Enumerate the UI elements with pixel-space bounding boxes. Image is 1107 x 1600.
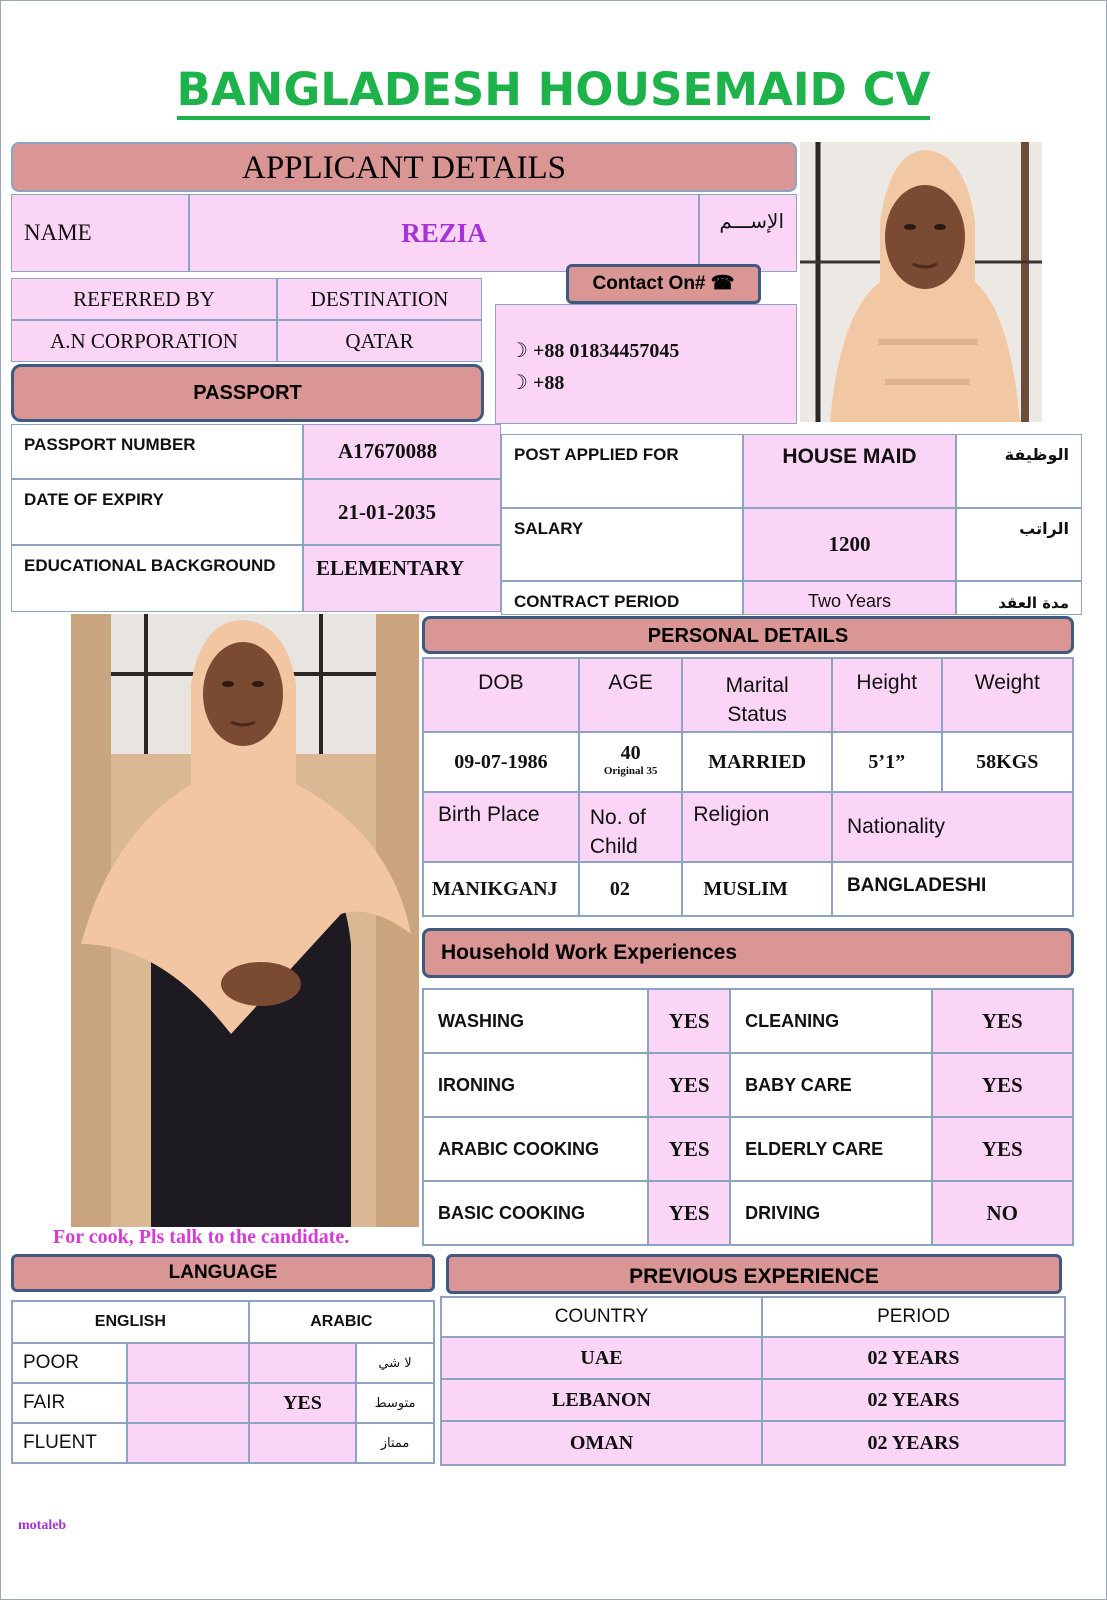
portrait-illustration [800,142,1042,422]
referred-by-value: A.N CORPORATION [11,320,277,362]
post-value: HOUSE MAID [743,434,956,508]
religion-value: MUSLIM [682,862,832,916]
age-note: Original 35 [603,765,658,777]
contract-arabic-label: مدة العقد [956,581,1082,615]
household-value-b: YES [932,1117,1073,1181]
dob-value: 09-07-1986 [423,732,579,792]
previous-header-row [441,1297,1065,1337]
language-arabic-value [249,1343,356,1383]
language-level: FAIR [12,1383,127,1423]
contact-header [566,264,761,304]
cv-title [0,62,1107,118]
household-task-a: IRONING [423,1053,648,1117]
applicant-photo-portrait [800,142,1042,422]
children-label: No. of Child [579,792,683,862]
footer-signature: motaleb [18,1518,67,1533]
phone-1-text: +88 01834457045 [532,340,680,362]
cook-note: For cook, Pls talk to the candidate. [53,1226,350,1248]
language-english-label: ENGLISH [12,1301,249,1343]
name-value: REZIA [189,194,699,272]
phone-2 [510,367,782,399]
contact-header-text: Contact On# [592,273,706,294]
passport-number-label: PASSPORT NUMBER [11,424,303,479]
household-task-a: WASHING [423,989,648,1053]
previous-experience-table [440,1296,1066,1466]
previous-period: 02 YEARS [762,1379,1065,1421]
height-value: 5’1” [832,732,942,792]
salary-label: SALARY [501,508,743,581]
age-value: 40 [620,742,641,764]
household-task-a: ARABIC COOKING [423,1117,648,1181]
phone-1-icon: ☽ [510,340,533,362]
household-header: Household Work Experiences [422,928,1074,978]
phone-1 [510,335,782,367]
salary-arabic-label: الراتب [956,508,1082,581]
household-task-b: BABY CARE [730,1053,931,1117]
household-value-b: YES [932,989,1073,1053]
household-value-a: YES [648,1053,730,1117]
personal-values-row-2 [423,862,1073,916]
previous-row [441,1337,1065,1379]
phone-icon: ☎ [710,273,735,294]
contact-box [495,304,797,424]
previous-experience-header: PREVIOUS EXPERIENCE [446,1254,1062,1294]
household-value-a: YES [648,1117,730,1181]
contract-value: Two Years [743,581,956,615]
household-table-body [423,989,1073,1245]
contract-label: CONTRACT PERIOD [501,581,743,615]
expiry-value: 21-01-2035 [303,479,501,545]
phone-2-icon: ☽ [510,372,533,394]
language-arabic-label: ARABIC [249,1301,434,1343]
previous-country: UAE [441,1337,762,1379]
religion-label: Religion [682,792,832,862]
language-english-value [127,1383,249,1423]
previous-country: LEBANON [441,1379,762,1421]
destination-value: QATAR [277,320,482,362]
household-value-b: YES [932,1053,1073,1117]
nationality-value: BANGLADESHI [832,862,1073,916]
household-task-b: DRIVING [730,1181,931,1245]
personal-header-row-2 [423,792,1073,862]
previous-period: 02 YEARS [762,1337,1065,1379]
household-task-b: CLEANING [730,989,931,1053]
phone-2-text: +88 [532,372,565,394]
personal-details-header: PERSONAL DETAILS [422,616,1074,654]
previous-period: 02 YEARS [762,1421,1065,1465]
nationality-label: Nationality [832,792,1073,862]
language-table [11,1300,435,1464]
household-value-a: YES [648,1181,730,1245]
name-arabic-label: الإســـم [699,194,797,272]
referred-by-label: REFERRED BY [11,278,277,320]
post-arabic-label: الوظيفة [956,434,1082,508]
applicant-details-header: APPLICANT DETAILS [11,142,797,192]
language-english-value [127,1343,249,1383]
birthplace-label: Birth Place [423,792,579,862]
household-row [423,1117,1073,1181]
personal-details-table [422,657,1074,917]
name-label: NAME [11,194,189,272]
language-row [12,1343,434,1383]
previous-row [441,1379,1065,1421]
language-header: LANGUAGE [11,1254,435,1292]
household-task-b: ELDERLY CARE [730,1117,931,1181]
education-label: EDUCATIONAL BACKGROUND [11,545,303,612]
passport-header: PASSPORT [11,364,484,422]
previous-row [441,1421,1065,1465]
birthplace-value: MANIKGANJ [423,862,579,916]
household-value-a: YES [648,989,730,1053]
language-arabic-level-label: لا شي [356,1343,434,1383]
language-row [12,1423,434,1463]
language-level: FLUENT [12,1423,127,1463]
language-row [12,1383,434,1423]
personal-values-row [423,732,1073,792]
cv-title-text: BANGLADESH HOUSEMAID CV [177,63,931,120]
period-label: PERIOD [762,1297,1065,1337]
household-row [423,989,1073,1053]
language-header-row [12,1301,434,1343]
marital-value: MARRIED [682,732,832,792]
full-body-illustration [71,614,419,1227]
language-arabic-level-label: ممتاز [356,1423,434,1463]
country-label: COUNTRY [441,1297,762,1337]
applicant-photo-full [71,614,419,1227]
education-value: ELEMENTARY [303,545,501,612]
personal-header-row [423,658,1073,732]
height-label: Height [832,658,942,732]
household-value-b: NO [932,1181,1073,1245]
children-value: 02 [579,862,683,916]
post-label: POST APPLIED FOR [501,434,743,508]
language-level: POOR [12,1343,127,1383]
marital-label: Marital Status [682,658,832,732]
language-english-value [127,1423,249,1463]
language-arabic-level-label: متوسط [356,1383,434,1423]
destination-label: DESTINATION [277,278,482,320]
age-cell [579,732,683,792]
weight-label: Weight [942,658,1073,732]
household-table [422,988,1074,1246]
passport-number-value: A17670088 [303,424,501,479]
previous-country: OMAN [441,1421,762,1465]
household-row [423,1053,1073,1117]
language-arabic-value [249,1423,356,1463]
age-label: AGE [579,658,683,732]
dob-label: DOB [423,658,579,732]
household-task-a: BASIC COOKING [423,1181,648,1245]
household-row [423,1181,1073,1245]
weight-value: 58KGS [942,732,1073,792]
salary-value: 1200 [743,508,956,581]
language-arabic-value: YES [249,1383,356,1423]
expiry-label: DATE OF EXPIRY [11,479,303,545]
